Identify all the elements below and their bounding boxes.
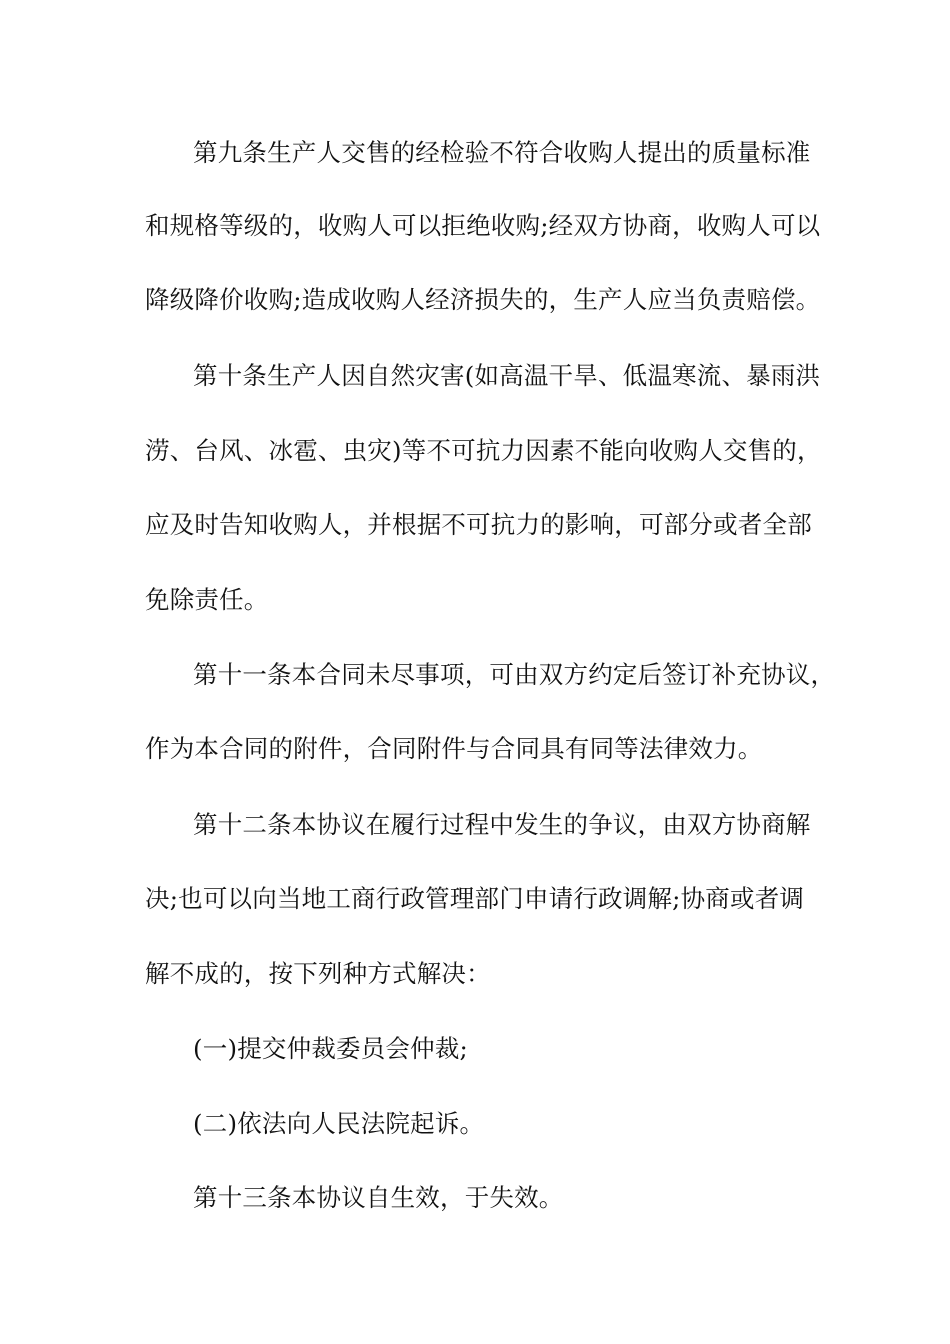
article-9-line-1: 第九条生产人交售的经检验不符合收购人提出的质量标准 <box>193 138 811 167</box>
list-item-2: (二)依法向人民法院起诉。 <box>193 1109 485 1138</box>
article-11-line-1: 第十一条本合同未尽事项，可由双方约定后签订补充协议， <box>193 660 836 689</box>
article-10-line-4: 免除责任。 <box>145 585 269 614</box>
article-9-line-3: 降级降价收购;造成收购人经济损失的，生产人应当负责赔偿。 <box>145 285 821 314</box>
list-item-1: (一)提交仲裁委员会仲裁; <box>193 1034 468 1063</box>
article-13-line-1: 第十三条本协议自生效，于失效。 <box>193 1183 564 1212</box>
article-12-line-1: 第十二条本协议在履行过程中发生的争议，由双方协商解 <box>193 810 811 839</box>
article-11-line-2: 作为本合同的附件，合同附件与合同具有同等法律效力。 <box>145 734 763 763</box>
article-12-line-2: 决;也可以向当地工商行政管理部门申请行政调解;协商或者调 <box>145 884 805 913</box>
article-10-line-3: 应及时告知收购人，并根据不可抗力的影响，可部分或者全部 <box>145 510 812 539</box>
article-9-line-2: 和规格等级的，收购人可以拒绝收购;经双方协商，收购人可以 <box>145 211 821 240</box>
article-10-line-2: 涝、台风、冰雹、虫灾)等不可抗力因素不能向收购人交售的， <box>145 436 822 465</box>
article-12-line-3: 解不成的，按下列种方式解决： <box>145 959 491 988</box>
article-10-line-1: 第十条生产人因自然灾害(如高温干旱、低温寒流、暴雨洪 <box>193 361 821 390</box>
